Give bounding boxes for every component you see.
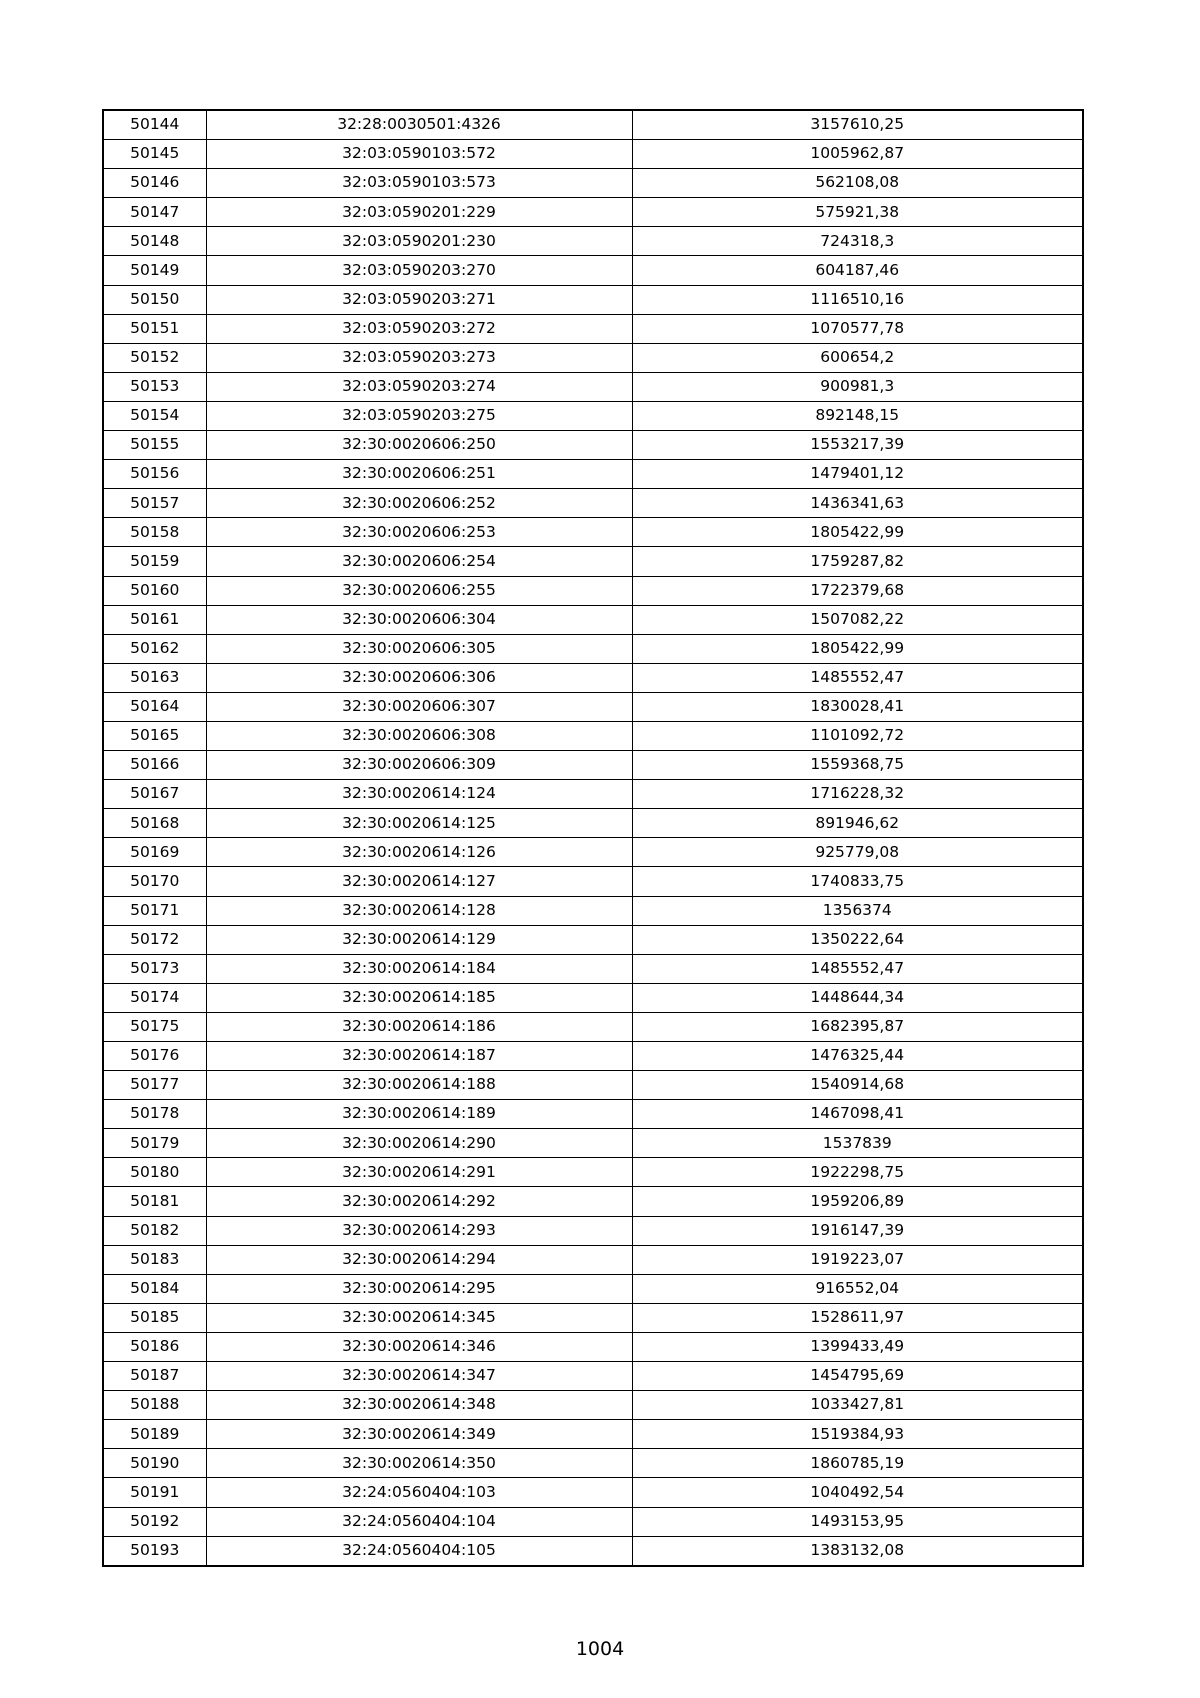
page-number: 1004 <box>575 1638 625 1660</box>
table-row <box>103 1042 1083 1071</box>
cadastral-number-cell: 32:30:0020606:251 <box>206 460 632 489</box>
value-cell: 1805422,99 <box>632 518 1083 547</box>
cadastral-number-cell: 32:30:0020614:294 <box>206 1245 632 1274</box>
row-number-cell: 50147 <box>103 198 206 227</box>
table-row <box>103 896 1083 925</box>
table-row <box>103 401 1083 430</box>
value-cell: 1528611,97 <box>632 1303 1083 1332</box>
cadastral-number-cell: 32:03:0590103:573 <box>206 169 632 198</box>
value-cell: 575921,38 <box>632 198 1083 227</box>
row-number-cell: 50151 <box>103 314 206 343</box>
value-cell: 1540914,68 <box>632 1071 1083 1100</box>
cadastral-number-cell: 32:30:0020614:185 <box>206 983 632 1012</box>
table-row <box>103 110 1083 140</box>
value-cell: 1519384,93 <box>632 1420 1083 1449</box>
cadastral-number-cell: 32:30:0020614:187 <box>206 1042 632 1071</box>
row-number-cell: 50187 <box>103 1362 206 1391</box>
row-number-cell: 50174 <box>103 983 206 1012</box>
row-number-cell: 50173 <box>103 954 206 983</box>
cadastral-number-cell: 32:03:0590203:271 <box>206 285 632 314</box>
table-row <box>103 1303 1083 1332</box>
row-number-cell: 50162 <box>103 634 206 663</box>
cadastral-number-cell: 32:03:0590201:230 <box>206 227 632 256</box>
value-cell: 604187,46 <box>632 256 1083 285</box>
value-cell: 1916147,39 <box>632 1216 1083 1245</box>
row-number-cell: 50172 <box>103 925 206 954</box>
table-row <box>103 198 1083 227</box>
table-body <box>103 110 1083 1566</box>
cadastral-number-cell: 32:30:0020606:252 <box>206 489 632 518</box>
table-row <box>103 925 1083 954</box>
cadastral-number-cell: 32:30:0020614:184 <box>206 954 632 983</box>
row-number-cell: 50149 <box>103 256 206 285</box>
row-number-cell: 50189 <box>103 1420 206 1449</box>
row-number-cell: 50192 <box>103 1507 206 1536</box>
row-number-cell: 50181 <box>103 1187 206 1216</box>
value-cell: 1040492,54 <box>632 1478 1083 1507</box>
table-row <box>103 227 1083 256</box>
row-number-cell: 50148 <box>103 227 206 256</box>
value-cell: 1005962,87 <box>632 140 1083 169</box>
row-number-cell: 50157 <box>103 489 206 518</box>
row-number-cell: 50156 <box>103 460 206 489</box>
cadastral-number-cell: 32:30:0020614:295 <box>206 1274 632 1303</box>
value-cell: 1919223,07 <box>632 1245 1083 1274</box>
value-cell: 1559368,75 <box>632 751 1083 780</box>
row-number-cell: 50178 <box>103 1100 206 1129</box>
row-number-cell: 50158 <box>103 518 206 547</box>
value-cell: 1830028,41 <box>632 692 1083 721</box>
table-row <box>103 1100 1083 1129</box>
row-number-cell: 50170 <box>103 867 206 896</box>
table-row <box>103 576 1083 605</box>
table-row <box>103 489 1083 518</box>
value-cell: 925779,08 <box>632 838 1083 867</box>
cadastral-number-cell: 32:30:0020614:128 <box>206 896 632 925</box>
cadastral-number-cell: 32:30:0020606:306 <box>206 663 632 692</box>
table-row <box>103 1129 1083 1158</box>
cadastral-number-cell: 32:30:0020606:250 <box>206 431 632 460</box>
value-cell: 600654,2 <box>632 343 1083 372</box>
row-number-cell: 50171 <box>103 896 206 925</box>
table-row <box>103 780 1083 809</box>
row-number-cell: 50186 <box>103 1332 206 1361</box>
table-row <box>103 721 1083 750</box>
value-cell: 1740833,75 <box>632 867 1083 896</box>
cadastral-number-cell: 32:30:0020614:346 <box>206 1332 632 1361</box>
row-number-cell: 50161 <box>103 605 206 634</box>
cadastral-number-cell: 32:30:0020614:345 <box>206 1303 632 1332</box>
table-row <box>103 1071 1083 1100</box>
cadastral-number-cell: 32:30:0020606:305 <box>206 634 632 663</box>
value-cell: 1493153,95 <box>632 1507 1083 1536</box>
table-row <box>103 954 1083 983</box>
value-cell: 1485552,47 <box>632 663 1083 692</box>
value-cell: 1070577,78 <box>632 314 1083 343</box>
cadastral-number-cell: 32:30:0020606:309 <box>206 751 632 780</box>
table-row <box>103 1420 1083 1449</box>
value-cell: 1722379,68 <box>632 576 1083 605</box>
row-number-cell: 50175 <box>103 1012 206 1041</box>
table-row <box>103 518 1083 547</box>
cadastral-number-cell: 32:30:0020606:304 <box>206 605 632 634</box>
value-cell: 892148,15 <box>632 401 1083 430</box>
row-number-cell: 50145 <box>103 140 206 169</box>
cadastral-number-cell: 32:30:0020614:188 <box>206 1071 632 1100</box>
value-cell: 916552,04 <box>632 1274 1083 1303</box>
value-cell: 1116510,16 <box>632 285 1083 314</box>
value-cell: 1485552,47 <box>632 954 1083 983</box>
table-row <box>103 1158 1083 1187</box>
cadastral-number-cell: 32:30:0020614:189 <box>206 1100 632 1129</box>
table-row <box>103 1274 1083 1303</box>
cadastral-number-cell: 32:30:0020614:292 <box>206 1187 632 1216</box>
cadastral-number-cell: 32:30:0020614:125 <box>206 809 632 838</box>
value-cell: 1537839 <box>632 1129 1083 1158</box>
table-row <box>103 809 1083 838</box>
cadastral-number-cell: 32:03:0590203:275 <box>206 401 632 430</box>
cadastral-number-cell: 32:30:0020614:126 <box>206 838 632 867</box>
cadastral-number-cell: 32:03:0590201:229 <box>206 198 632 227</box>
value-cell: 1454795,69 <box>632 1362 1083 1391</box>
table-row <box>103 431 1083 460</box>
table-row <box>103 1478 1083 1507</box>
table-row <box>103 1216 1083 1245</box>
row-number-cell: 50153 <box>103 372 206 401</box>
value-cell: 1467098,41 <box>632 1100 1083 1129</box>
value-cell: 1759287,82 <box>632 547 1083 576</box>
table-row <box>103 256 1083 285</box>
value-cell: 1716228,32 <box>632 780 1083 809</box>
row-number-cell: 50164 <box>103 692 206 721</box>
cadastral-number-cell: 32:30:0020606:255 <box>206 576 632 605</box>
table-row <box>103 169 1083 198</box>
cadastral-number-cell: 32:30:0020614:290 <box>206 1129 632 1158</box>
row-number-cell: 50155 <box>103 431 206 460</box>
row-number-cell: 50190 <box>103 1449 206 1478</box>
cadastral-number-cell: 32:03:0590203:273 <box>206 343 632 372</box>
table-row <box>103 314 1083 343</box>
value-cell: 1383132,08 <box>632 1536 1083 1566</box>
row-number-cell: 50176 <box>103 1042 206 1071</box>
table-row <box>103 285 1083 314</box>
table-row <box>103 751 1083 780</box>
table-row <box>103 663 1083 692</box>
cadastral-number-cell: 32:24:0560404:105 <box>206 1536 632 1566</box>
value-cell: 1101092,72 <box>632 721 1083 750</box>
value-cell: 1922298,75 <box>632 1158 1083 1187</box>
value-cell: 3157610,25 <box>632 110 1083 140</box>
cadastral-number-cell: 32:30:0020606:254 <box>206 547 632 576</box>
value-cell: 1448644,34 <box>632 983 1083 1012</box>
row-number-cell: 50168 <box>103 809 206 838</box>
row-number-cell: 50163 <box>103 663 206 692</box>
row-number-cell: 50180 <box>103 1158 206 1187</box>
table-row <box>103 343 1083 372</box>
cadastral-number-cell: 32:03:0590203:274 <box>206 372 632 401</box>
table-row <box>103 1507 1083 1536</box>
cadastral-number-cell: 32:30:0020614:347 <box>206 1362 632 1391</box>
value-cell: 1356374 <box>632 896 1083 925</box>
cadastral-number-cell: 32:30:0020614:293 <box>206 1216 632 1245</box>
table-row <box>103 838 1083 867</box>
cadastral-number-cell: 32:30:0020614:186 <box>206 1012 632 1041</box>
value-cell: 1476325,44 <box>632 1042 1083 1071</box>
row-number-cell: 50169 <box>103 838 206 867</box>
value-cell: 900981,3 <box>632 372 1083 401</box>
table-row <box>103 1012 1083 1041</box>
row-number-cell: 50185 <box>103 1303 206 1332</box>
table-row <box>103 983 1083 1012</box>
table-row <box>103 372 1083 401</box>
value-cell: 562108,08 <box>632 169 1083 198</box>
cadastral-number-cell: 32:24:0560404:104 <box>206 1507 632 1536</box>
table-row <box>103 547 1083 576</box>
row-number-cell: 50184 <box>103 1274 206 1303</box>
table-row <box>103 1536 1083 1566</box>
table-row <box>103 1245 1083 1274</box>
value-cell: 1507082,22 <box>632 605 1083 634</box>
row-number-cell: 50183 <box>103 1245 206 1274</box>
row-number-cell: 50179 <box>103 1129 206 1158</box>
cadastral-number-cell: 32:03:0590203:270 <box>206 256 632 285</box>
cadastral-number-cell: 32:30:0020614:291 <box>206 1158 632 1187</box>
cadastral-number-cell: 32:30:0020606:253 <box>206 518 632 547</box>
row-number-cell: 50159 <box>103 547 206 576</box>
table-row <box>103 605 1083 634</box>
table-row <box>103 1362 1083 1391</box>
row-number-cell: 50191 <box>103 1478 206 1507</box>
row-number-cell: 50160 <box>103 576 206 605</box>
table-row <box>103 867 1083 896</box>
value-cell: 1350222,64 <box>632 925 1083 954</box>
value-cell: 891946,62 <box>632 809 1083 838</box>
cadastral-number-cell: 32:03:0590103:572 <box>206 140 632 169</box>
cadastral-number-cell: 32:30:0020614:350 <box>206 1449 632 1478</box>
row-number-cell: 50182 <box>103 1216 206 1245</box>
table-row <box>103 692 1083 721</box>
value-cell: 1033427,81 <box>632 1391 1083 1420</box>
table-row <box>103 140 1083 169</box>
cadastral-number-cell: 32:30:0020614:127 <box>206 867 632 896</box>
row-number-cell: 50152 <box>103 343 206 372</box>
value-cell: 1682395,87 <box>632 1012 1083 1041</box>
value-cell: 1399433,49 <box>632 1332 1083 1361</box>
table-row <box>103 1332 1083 1361</box>
table-row <box>103 1391 1083 1420</box>
cadastral-number-cell: 32:30:0020614:348 <box>206 1391 632 1420</box>
row-number-cell: 50166 <box>103 751 206 780</box>
value-cell: 1860785,19 <box>632 1449 1083 1478</box>
cadastral-number-cell: 32:30:0020614:124 <box>206 780 632 809</box>
cadastral-number-cell: 32:30:0020614:349 <box>206 1420 632 1449</box>
value-cell: 1479401,12 <box>632 460 1083 489</box>
value-cell: 1959206,89 <box>632 1187 1083 1216</box>
value-cell: 724318,3 <box>632 227 1083 256</box>
value-cell: 1436341,63 <box>632 489 1083 518</box>
row-number-cell: 50167 <box>103 780 206 809</box>
table-row <box>103 1187 1083 1216</box>
table-row <box>103 1449 1083 1478</box>
row-number-cell: 50150 <box>103 285 206 314</box>
cadastral-number-cell: 32:30:0020606:308 <box>206 721 632 750</box>
table-row <box>103 460 1083 489</box>
cadastral-number-cell: 32:24:0560404:103 <box>206 1478 632 1507</box>
cadastral-number-cell: 32:30:0020614:129 <box>206 925 632 954</box>
row-number-cell: 50165 <box>103 721 206 750</box>
cadastral-number-cell: 32:30:0020606:307 <box>206 692 632 721</box>
data-table <box>102 109 1084 1567</box>
cadastral-number-cell: 32:28:0030501:4326 <box>206 110 632 140</box>
row-number-cell: 50188 <box>103 1391 206 1420</box>
row-number-cell: 50154 <box>103 401 206 430</box>
row-number-cell: 50177 <box>103 1071 206 1100</box>
row-number-cell: 50146 <box>103 169 206 198</box>
value-cell: 1553217,39 <box>632 431 1083 460</box>
row-number-cell: 50193 <box>103 1536 206 1566</box>
table-row <box>103 634 1083 663</box>
value-cell: 1805422,99 <box>632 634 1083 663</box>
cadastral-number-cell: 32:03:0590203:272 <box>206 314 632 343</box>
row-number-cell: 50144 <box>103 110 206 140</box>
